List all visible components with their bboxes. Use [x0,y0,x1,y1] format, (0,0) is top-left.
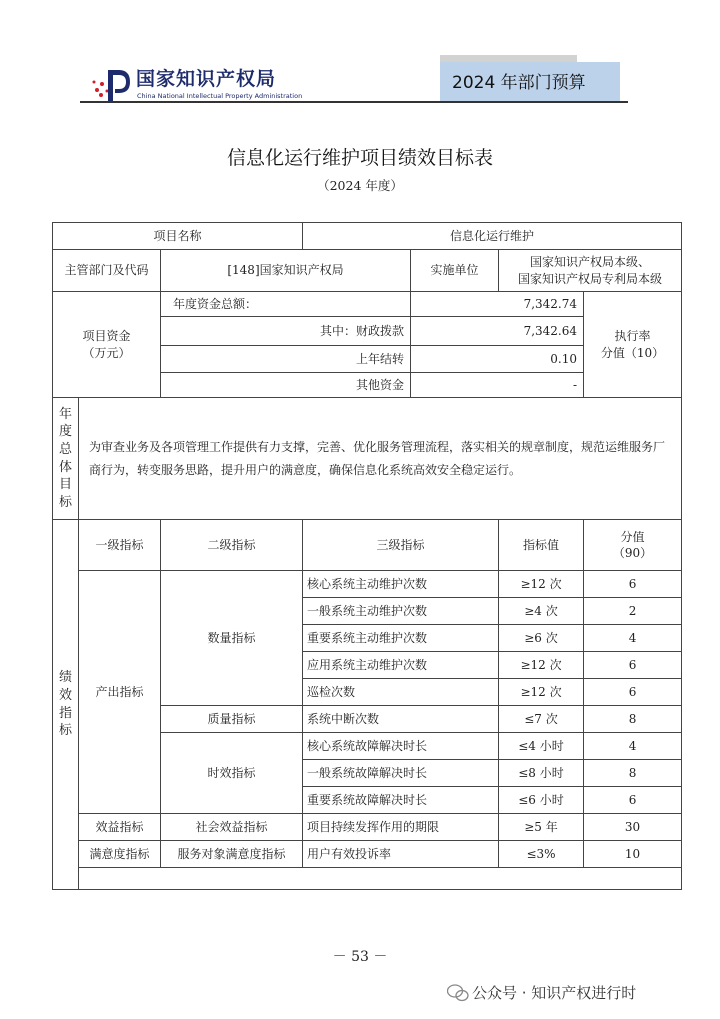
goal-label [53,398,79,520]
header-divider [80,101,628,103]
perf-label-char: 绩 [58,670,72,686]
indicator-score: 6 [584,787,682,814]
table-row [53,841,682,868]
indicator-value: ≤3% [499,841,584,868]
table-row [53,520,682,571]
table-row [53,250,682,292]
indicator-score: 8 [584,706,682,733]
indicator-score: 2 [584,598,682,625]
indicator-name: 应用系统主动维护次数 [303,652,499,679]
col-level3: 三级指标 [303,520,499,571]
fund-fiscal-label: 其中：财政拨款 [161,317,411,346]
cnipa-logo-icon [88,62,132,106]
indicator-value: ≥12 次 [499,679,584,706]
indicator-value: ≤8 小时 [499,760,584,787]
fund-total-value: 7,342.74 [411,292,584,317]
project-name-value: 信息化运行维护 [303,223,682,250]
satisfaction-label: 满意度指标 [79,841,161,868]
indicator-name: 重要系统故障解决时长 [303,787,499,814]
page-number: － 53 － [332,949,388,965]
logo-title: 国家知识产权局 [136,68,277,90]
budget-label: 2024 年部门预算 [452,73,586,93]
indicator-score: 6 [584,571,682,598]
fund-label-line-2: （万元） [82,345,131,360]
indicator-name: 系统中断次数 [303,706,499,733]
fund-carry-label: 上年结转 [161,346,411,373]
goal-label-char: 目 [58,477,72,493]
col-score [584,520,682,571]
quality-label: 质量指标 [161,706,303,733]
col-level2: 二级指标 [161,520,303,571]
goal-label-char: 年 [58,406,72,422]
fund-other-value: - [411,373,584,398]
indicator-value: ≥4 次 [499,598,584,625]
output-label: 产出指标 [79,571,161,814]
exec-label-line-1: 执行率 [614,329,651,344]
perf-label-char: 标 [58,723,72,739]
exec-label-line-2: 分值（10） [600,345,665,360]
benefit-label: 效益指标 [79,814,161,841]
project-name-label: 项目名称 [53,223,303,250]
service-satisfaction-label: 服务对象满意度指标 [161,841,303,868]
indicator-value: ≥6 次 [499,625,584,652]
indicator-name: 巡检次数 [303,679,499,706]
indicator-name: 项目持续发挥作用的期限 [303,814,499,841]
indicator-name: 重要系统主动维护次数 [303,625,499,652]
page-title: 信息化运行维护项目绩效目标表 [226,147,493,169]
col-level1: 一级指标 [79,520,161,571]
fund-label-line-1: 项目资金 [82,329,131,344]
page-subtitle: （2024 年度） [317,178,403,193]
social-benefit-label: 社会效益指标 [161,814,303,841]
indicator-score: 4 [584,625,682,652]
fund-carry-value: 0.10 [411,346,584,373]
logo-subtitle: China National Intellectual Property Administration [137,92,303,100]
table-row [53,292,682,317]
table-row [53,223,682,250]
table-row [53,571,682,598]
perf-label-char: 指 [58,705,72,721]
impl-label: 实施单位 [411,250,499,292]
col-value: 指标值 [499,520,584,571]
goal-text: 为审查业务及各项管理工作提供有力支撑，完善、优化服务管理流程，落实相关的规章制度，规范运维服务厂商行为，转变服务思路，提升用户的满意度，确保信息化系统高效安全稳定运行。 [79,398,682,520]
indicator-score: 8 [584,760,682,787]
empty-row [79,868,682,890]
perf-label-char: 效 [58,687,72,703]
indicator-value: ≤4 小时 [499,733,584,760]
col-score-line-2: （90） [612,546,653,560]
wechat-icon [447,984,469,1002]
fund-other-label: 其他资金 [161,373,411,398]
indicator-name: 核心系统主动维护次数 [303,571,499,598]
indicator-score: 6 [584,679,682,706]
indicator-value: ≥5 年 [499,814,584,841]
perf-label [53,520,79,890]
indicator-value: ≥12 次 [499,652,584,679]
indicator-score: 30 [584,814,682,841]
fund-label [53,292,161,398]
table-row [53,814,682,841]
page-header [0,0,720,110]
indicator-score: 4 [584,733,682,760]
table-row [53,398,682,520]
indicator-name: 一般系统故障解决时长 [303,760,499,787]
indicator-name: 核心系统故障解决时长 [303,733,499,760]
watermark: 公众号 · 知识产权进行时 [472,984,637,1002]
indicator-name: 一般系统主动维护次数 [303,598,499,625]
goal-label-char: 标 [58,494,72,510]
table-row [53,868,682,890]
performance-table [52,222,682,890]
indicator-name: 用户有效投诉率 [303,841,499,868]
dept-value: [148]国家知识产权局 [161,250,411,292]
impl-value-line-1: 国家知识产权局本级、 [530,255,651,270]
col-score-line-1: 分值 [620,529,645,544]
exec-label [584,292,682,398]
timeliness-label: 时效指标 [161,733,303,814]
dept-label: 主管部门及代码 [53,250,161,292]
quantity-label: 数量指标 [161,571,303,706]
fund-fiscal-value: 7,342.64 [411,317,584,346]
goal-label-char: 总 [58,441,72,457]
indicator-value: ≤7 次 [499,706,584,733]
goal-label-char: 度 [58,424,72,440]
indicator-score: 10 [584,841,682,868]
indicator-score: 6 [584,652,682,679]
indicator-value: ≤6 小时 [499,787,584,814]
indicator-value: ≥12 次 [499,571,584,598]
impl-value [499,250,682,292]
impl-value-line-2: 国家知识产权局专利局本级 [518,271,663,286]
fund-total-label: 年度资金总额： [161,292,411,317]
goal-label-char: 体 [58,459,72,475]
